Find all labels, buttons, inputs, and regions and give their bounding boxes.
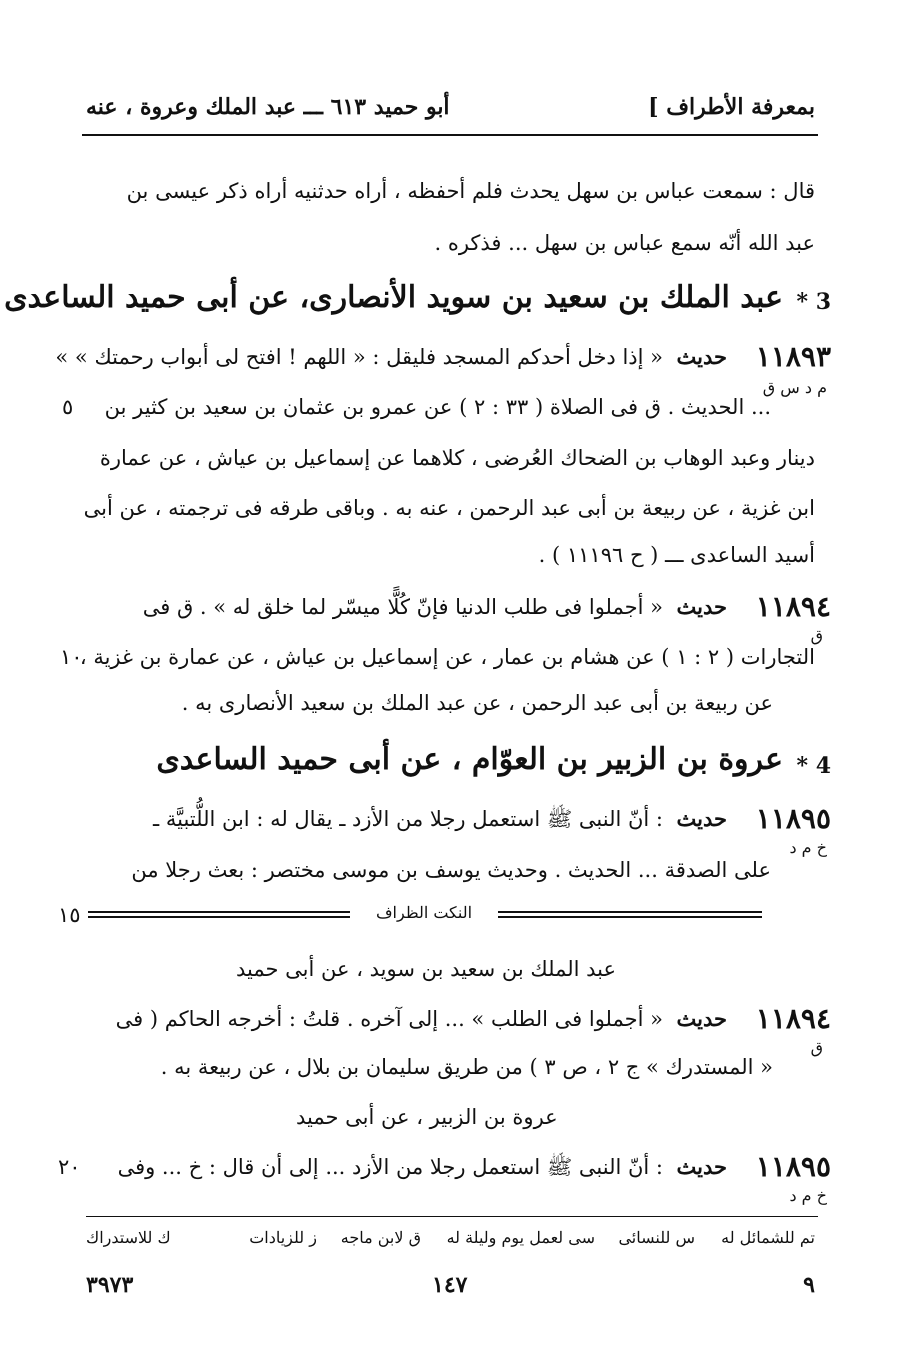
hadith-11894-label: حديث	[676, 594, 727, 619]
margin-number-20: ٢٠	[58, 1155, 81, 1179]
nukat-subheading-1: عبد الملك بن سعيد بن سويد ، عن أبى حميد	[236, 957, 617, 981]
nukat-subheading-2: عروة بن الزبير ، عن أبى حميد	[296, 1105, 558, 1129]
legend-item-6: ك للاستدراك	[86, 1228, 171, 1247]
nukat-11895-text: : أنّ النبى ﷺ استعمل رجلا من الأزد ... إلى أن قال : خ ... وفى	[117, 1155, 663, 1179]
divider-label-text: النكت الظراف	[375, 903, 473, 922]
header-rule	[82, 134, 818, 136]
footer-right-number: ٩	[803, 1272, 815, 1298]
header-center: أبو حميد ٦١٣ ـــ عبد الملك وعروة ، عنه	[86, 94, 450, 120]
footer-left-number: ٣٩٧٣	[86, 1272, 134, 1298]
intro-line-1: قال : سمعت عباس بن سهل يحدث فلم أحفظه ، أراه حدثنيه أراه ذكر عيسى بن	[126, 179, 815, 203]
hadith-11893-text: « إذا دخل أحدكم المسجد فليقل : « اللهم ! افتح لى أبواب رحمتك » »	[55, 345, 663, 369]
hadith-11893-line-4: ابن غزية ، عن ربيعة بن أبى عبد الرحمن ، عنه به . وباقى طرقه فى ترجمته ، عن أبى	[83, 496, 815, 520]
nukat-11895-number: ١١٨٩٥	[755, 1150, 831, 1183]
hadith-11895-text: : أنّ النبى ﷺ استعمل رجلا من الأزد ـ يقال له : ابن اللُّتبيَّة ـ	[153, 807, 663, 831]
header-right: بمعرفة الأطراف ]	[648, 94, 815, 120]
margin-number-10: ١٠	[60, 645, 83, 669]
nukat-11895-sigla: خ م د	[789, 1186, 827, 1205]
legend-rule	[86, 1216, 818, 1217]
hadith-11893-label: حديث	[676, 344, 727, 369]
section-4-marker: 4 *	[796, 753, 831, 779]
legend-item-1: تم للشمائل له	[721, 1228, 815, 1247]
hadith-11894-sigla: ق	[810, 626, 823, 645]
nukat-11895-label: حديث	[676, 1154, 727, 1179]
legend-item-5: ز للزيادات	[249, 1228, 317, 1247]
hadith-11893-line-5: أسيد الساعدى ـــ ( ح ١١١٩٦ ) .	[538, 543, 815, 567]
hadith-11894-line-3: عن ربيعة بن أبى عبد الرحمن ، عن عبد الملك بن سعيد الأنصارى به .	[181, 691, 773, 715]
hadith-11895-label: حديث	[676, 806, 727, 831]
section-4-title: عروة بن الزبير بن العوّام ، عن أبى حميد الساعدى	[156, 742, 783, 777]
hadith-11894-text: « أجملوا فى طلب الدنيا فإنّ كُلًّا ميسّر لما خلق له » . ق فى	[142, 595, 663, 619]
hadith-11893-sigla: م د س ق	[762, 378, 827, 397]
margin-number-5: ٥	[62, 395, 74, 419]
hadith-11895-sigla: خ م د	[789, 838, 827, 857]
legend-item-2: س للنسائى	[618, 1228, 695, 1247]
page-number: ١٤٧	[432, 1272, 468, 1298]
intro-line-2: عبد الله أنّه سمع عباس بن سهل ... فذكره .	[434, 231, 815, 255]
section-3-title: عبد الملك بن سعيد بن سويد الأنصارى، عن أبى حميد الساعدى	[4, 280, 783, 315]
divider-rule-right-bottom	[498, 916, 762, 918]
hadith-11893-line-2: ... الحديث . ق فى الصلاة ( ٣٣ : ٢ ) عن عمرو بن عثمان بن سعيد بن كثير بن	[104, 395, 771, 419]
hadith-11895-number: ١١٨٩٥	[755, 802, 831, 835]
nukat-11894-sigla: ق	[810, 1038, 823, 1057]
hadith-11893-number: ١١٨٩٣	[755, 340, 831, 373]
divider-label	[356, 900, 492, 926]
divider-rule-right-top	[498, 911, 762, 913]
divider-rule-left-top	[88, 911, 350, 913]
hadith-11894-line-2: التجارات ( ٢ : ١ ) عن هشام بن عمار ، عن إسماعيل بن عياش ، عن عمارة بن غزية ،	[79, 645, 815, 669]
hadith-11893-line-3: دينار وعبد الوهاب بن الضحاك العُرضى ، كلاهما عن إسماعيل بن عياش ، عن عمارة	[99, 446, 815, 470]
nukat-11894-number: ١١٨٩٤	[755, 1002, 831, 1035]
hadith-11895-line-2: على الصدقة ... الحديث . وحديث يوسف بن موسى مختصر : بعث رجلا من	[131, 858, 771, 882]
legend-item-3: سى لعمل يوم وليلة له	[446, 1228, 595, 1247]
margin-number-15: ١٥	[58, 903, 81, 927]
section-3-marker: 3 *	[796, 289, 831, 315]
nukat-11894-text: « أجملوا فى الطلب » ... إلى آخره . قلتُ : أخرجه الحاكم ( فى	[115, 1007, 663, 1031]
divider-rule-left-bottom	[88, 916, 350, 918]
hadith-11894-number: ١١٨٩٤	[755, 590, 831, 623]
legend-item-4: ق لابن ماجه	[340, 1228, 421, 1247]
nukat-11894-label: حديث	[676, 1006, 727, 1031]
nukat-11894-line-2: « المستدرك » ج ٢ ، ص ٣ ) من طريق سليمان بن بلال ، عن ربيعة به .	[160, 1055, 773, 1079]
